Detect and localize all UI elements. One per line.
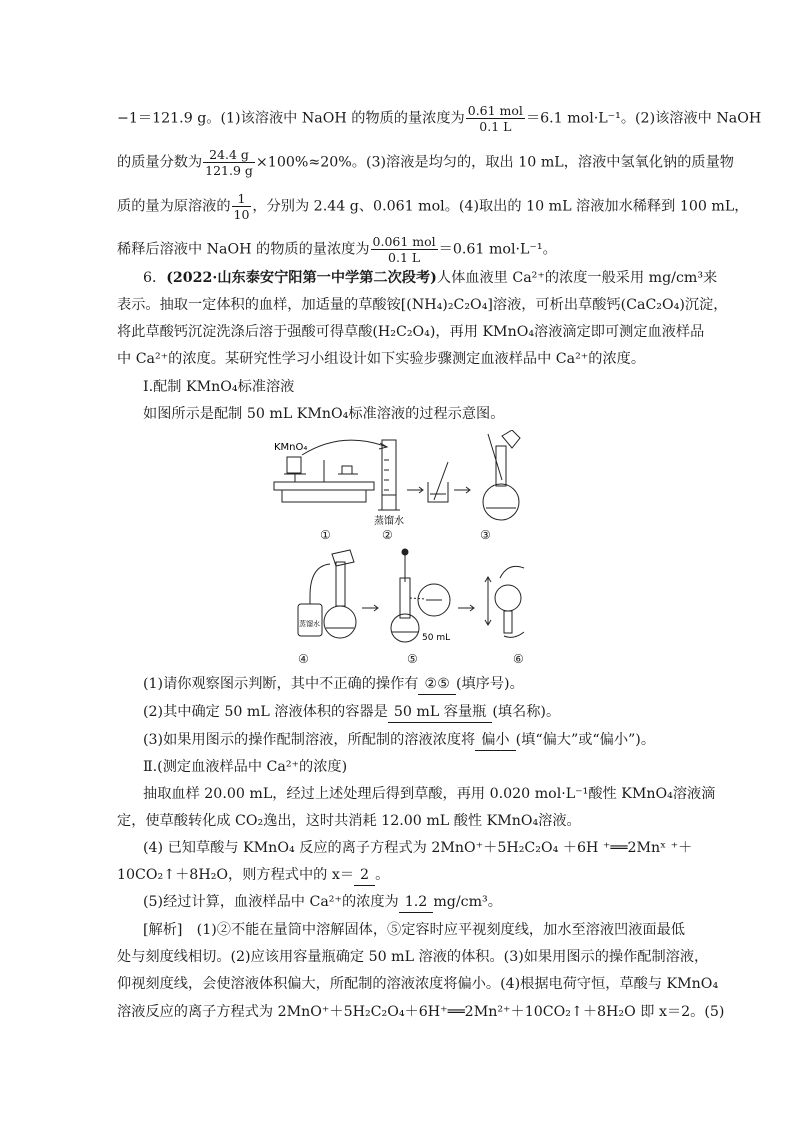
answer-blank: 偏小 (475, 730, 515, 751)
sub-question-1 (143, 674, 684, 695)
sub-question-2 (143, 702, 684, 723)
part2-line-2: 定，使草酸转化成 CO₂逸出，这时共消耗 12.00 mL 酸性 KMnO₄溶液。 (117, 813, 581, 829)
solution-text: ，分别为 2.44 g、0.061 mol。(4)取出的 10 mL 溶液加水稀释到 100 mL， (252, 198, 749, 215)
solution-text: ×100%≈20%。(3)溶液是均匀的，取出 10 mL，溶液中氢氧化钠的质量物 (255, 154, 734, 171)
fraction-denominator: 0.1 L (479, 119, 512, 134)
fraction (203, 147, 255, 178)
flask-dropper-icon (391, 549, 450, 642)
flask-inverting-icon (485, 566, 524, 637)
volumetric-flask-icon (483, 430, 520, 520)
fraction-denominator: 0.1 L (388, 250, 421, 265)
solution-line-3 (117, 191, 749, 222)
solution-text: ＝0.61 mol·L⁻¹。 (438, 241, 557, 258)
fraction (371, 234, 438, 265)
flask-50ml-label: 50 mL (422, 633, 451, 643)
question-line-4: 中 Ca²⁺的浓度。某研究性学习小组设计如下实验步骤测定血液样品中 Ca²⁺的浓度。 (117, 351, 646, 367)
question-text: (2)其中确定 50 mL 溶液体积的容器是 (143, 704, 388, 720)
beaker-stirring-icon (428, 462, 448, 502)
fraction-numerator: 1 (232, 191, 252, 207)
question-text: 10CO₂↑＋8H₂O，则方程式中的 x＝ (117, 867, 355, 883)
kmno4-label: KMnO₄ (274, 442, 308, 453)
answer-blank: 50 mL 容量瓶 (388, 702, 493, 723)
question-text: (填“偏大”或“偏小”)。 (515, 732, 656, 748)
solution-line-4 (117, 234, 684, 265)
arrow-right-icon (407, 487, 423, 493)
solution-text: ＝6.1 mol·L⁻¹。(2)该溶液中 NaOH (525, 110, 762, 127)
arrow-right-icon (362, 605, 378, 611)
fraction-numerator: 0.061 mol (372, 234, 436, 249)
part1-title: Ⅰ.配制 KMnO₄标准溶液 (143, 379, 295, 395)
step-label-6: ⑥ (513, 652, 524, 666)
step-label-4: ④ (298, 652, 309, 666)
fraction-numerator: 24.4 g (203, 147, 255, 163)
solution-text: 稀释后溶液中 NaOH 的物质的量浓度为 (117, 241, 370, 258)
step-label-3: ③ (480, 528, 491, 542)
step-label-1: ① (320, 528, 331, 542)
water-bottle-label: 蒸馏水 (299, 620, 320, 628)
solution-text: 质的量为原溶液的 (117, 198, 231, 215)
analysis-text: (1)②不能在量筒中溶解固体，⑤定容时应平视刻度线，加水至溶液凹液面最低 (196, 922, 685, 938)
answer-blank: ②⑤ (418, 674, 455, 695)
water-label: 蒸馏水 (374, 516, 404, 527)
fraction (466, 103, 525, 134)
fraction (232, 191, 252, 222)
analysis-line-3: 仰视刻度线，会使溶液体积偏大，所配制的溶液浓度将偏小。(4)根据电荷守恒，草酸与 KMnO₄ (117, 976, 719, 992)
question-source: (2022·山东泰安宁阳第一中学第二次段考) (166, 270, 437, 286)
part2-line-1: 抽取血样 20.00 mL，经过上述处理后得到草酸，再用 0.020 mol·L⁻¹酸性 KMnO₄溶液滴 (143, 786, 716, 802)
graduated-cylinder-icon (378, 440, 400, 510)
question-text: 。 (375, 867, 390, 883)
sub-question-5 (143, 892, 684, 913)
sub-question-4-line-1: (4) 已知草酸与 KMnO₄ 反应的离子方程式为 2MnO⁺＋5H₂C₂O₄ ＋6H ⁺══2Mnˣ ⁺＋ (143, 840, 693, 856)
question-line-3: 将此草酸钙沉淀洗涤后溶于强酸可得草酸(H₂C₂O₄)，再用 KMnO₄溶液滴定即可测定血液样品 (117, 324, 705, 340)
question-text: (3)如果用图示的操作配制溶液，所配制的溶液浓度将 (143, 732, 476, 748)
answer-blank: 1.2 (399, 892, 434, 913)
experiment-figure-row1 (262, 430, 532, 542)
analysis-line-1 (143, 920, 684, 940)
volumetric-flask-icon (324, 550, 356, 638)
part1-intro: 如图所示是配制 50 mL KMnO₄标准溶液的过程示意图。 (143, 406, 505, 422)
question-text: mg/cm³。 (433, 894, 502, 910)
analysis-line-2: 处与刻度线相切。(2)应该用容量瓶确定 50 mL 溶液的体积。(3)如果用图示的操作配制溶液， (117, 949, 709, 965)
question-text: (填序号)。 (455, 676, 524, 692)
step-label-2: ② (382, 528, 393, 542)
sub-question-4-line-2 (117, 865, 684, 886)
question-text: (5)经过计算，血液样品中 Ca²⁺的浓度为 (143, 894, 399, 910)
part2-title: Ⅱ.(测定血液样品中 Ca²⁺的浓度) (143, 759, 348, 775)
sub-question-3 (143, 730, 684, 751)
fraction-denominator: 10 (233, 207, 250, 222)
step-label-5: ⑤ (407, 652, 418, 666)
solution-text: −1＝121.9 g。(1)该溶液中 NaOH 的物质的量浓度为 (117, 110, 465, 127)
question-text: 人体血液里 Ca²⁺的浓度一般采用 mg/cm³来 (436, 270, 718, 286)
arrow-right-icon (454, 487, 470, 493)
question-text: (1)请你观察图示判断，其中不正确的操作有 (143, 676, 419, 692)
experiment-figure-row2 (290, 548, 550, 646)
analysis-tag: [解析] (143, 922, 183, 938)
solution-line-1 (117, 103, 762, 134)
solution-line-2 (117, 147, 734, 178)
question-line-1 (143, 268, 718, 288)
solution-text: 的质量分数为 (117, 154, 203, 171)
fraction-numerator: 0.61 mol (467, 103, 523, 118)
fraction-denominator: 121.9 g (205, 163, 253, 178)
question-text: (填名称)。 (492, 704, 561, 720)
arrow-right-icon (458, 605, 474, 611)
answer-blank: 2 (354, 865, 375, 886)
analysis-line-4: 溶液反应的离子方程式为 2MnO⁺＋5H₂C₂O₄＋6H⁺══2Mn²⁺＋10CO₂↑＋8H₂O 即 x＝2。(5) (117, 1004, 725, 1020)
question-number: 6． (143, 270, 167, 286)
question-line-2: 表示。抽取一定体积的血样，加适量的草酸铵[(NH₄)₂C₂O₄]溶液，可析出草酸钙(CaC₂O₄)沉淀， (117, 297, 728, 313)
